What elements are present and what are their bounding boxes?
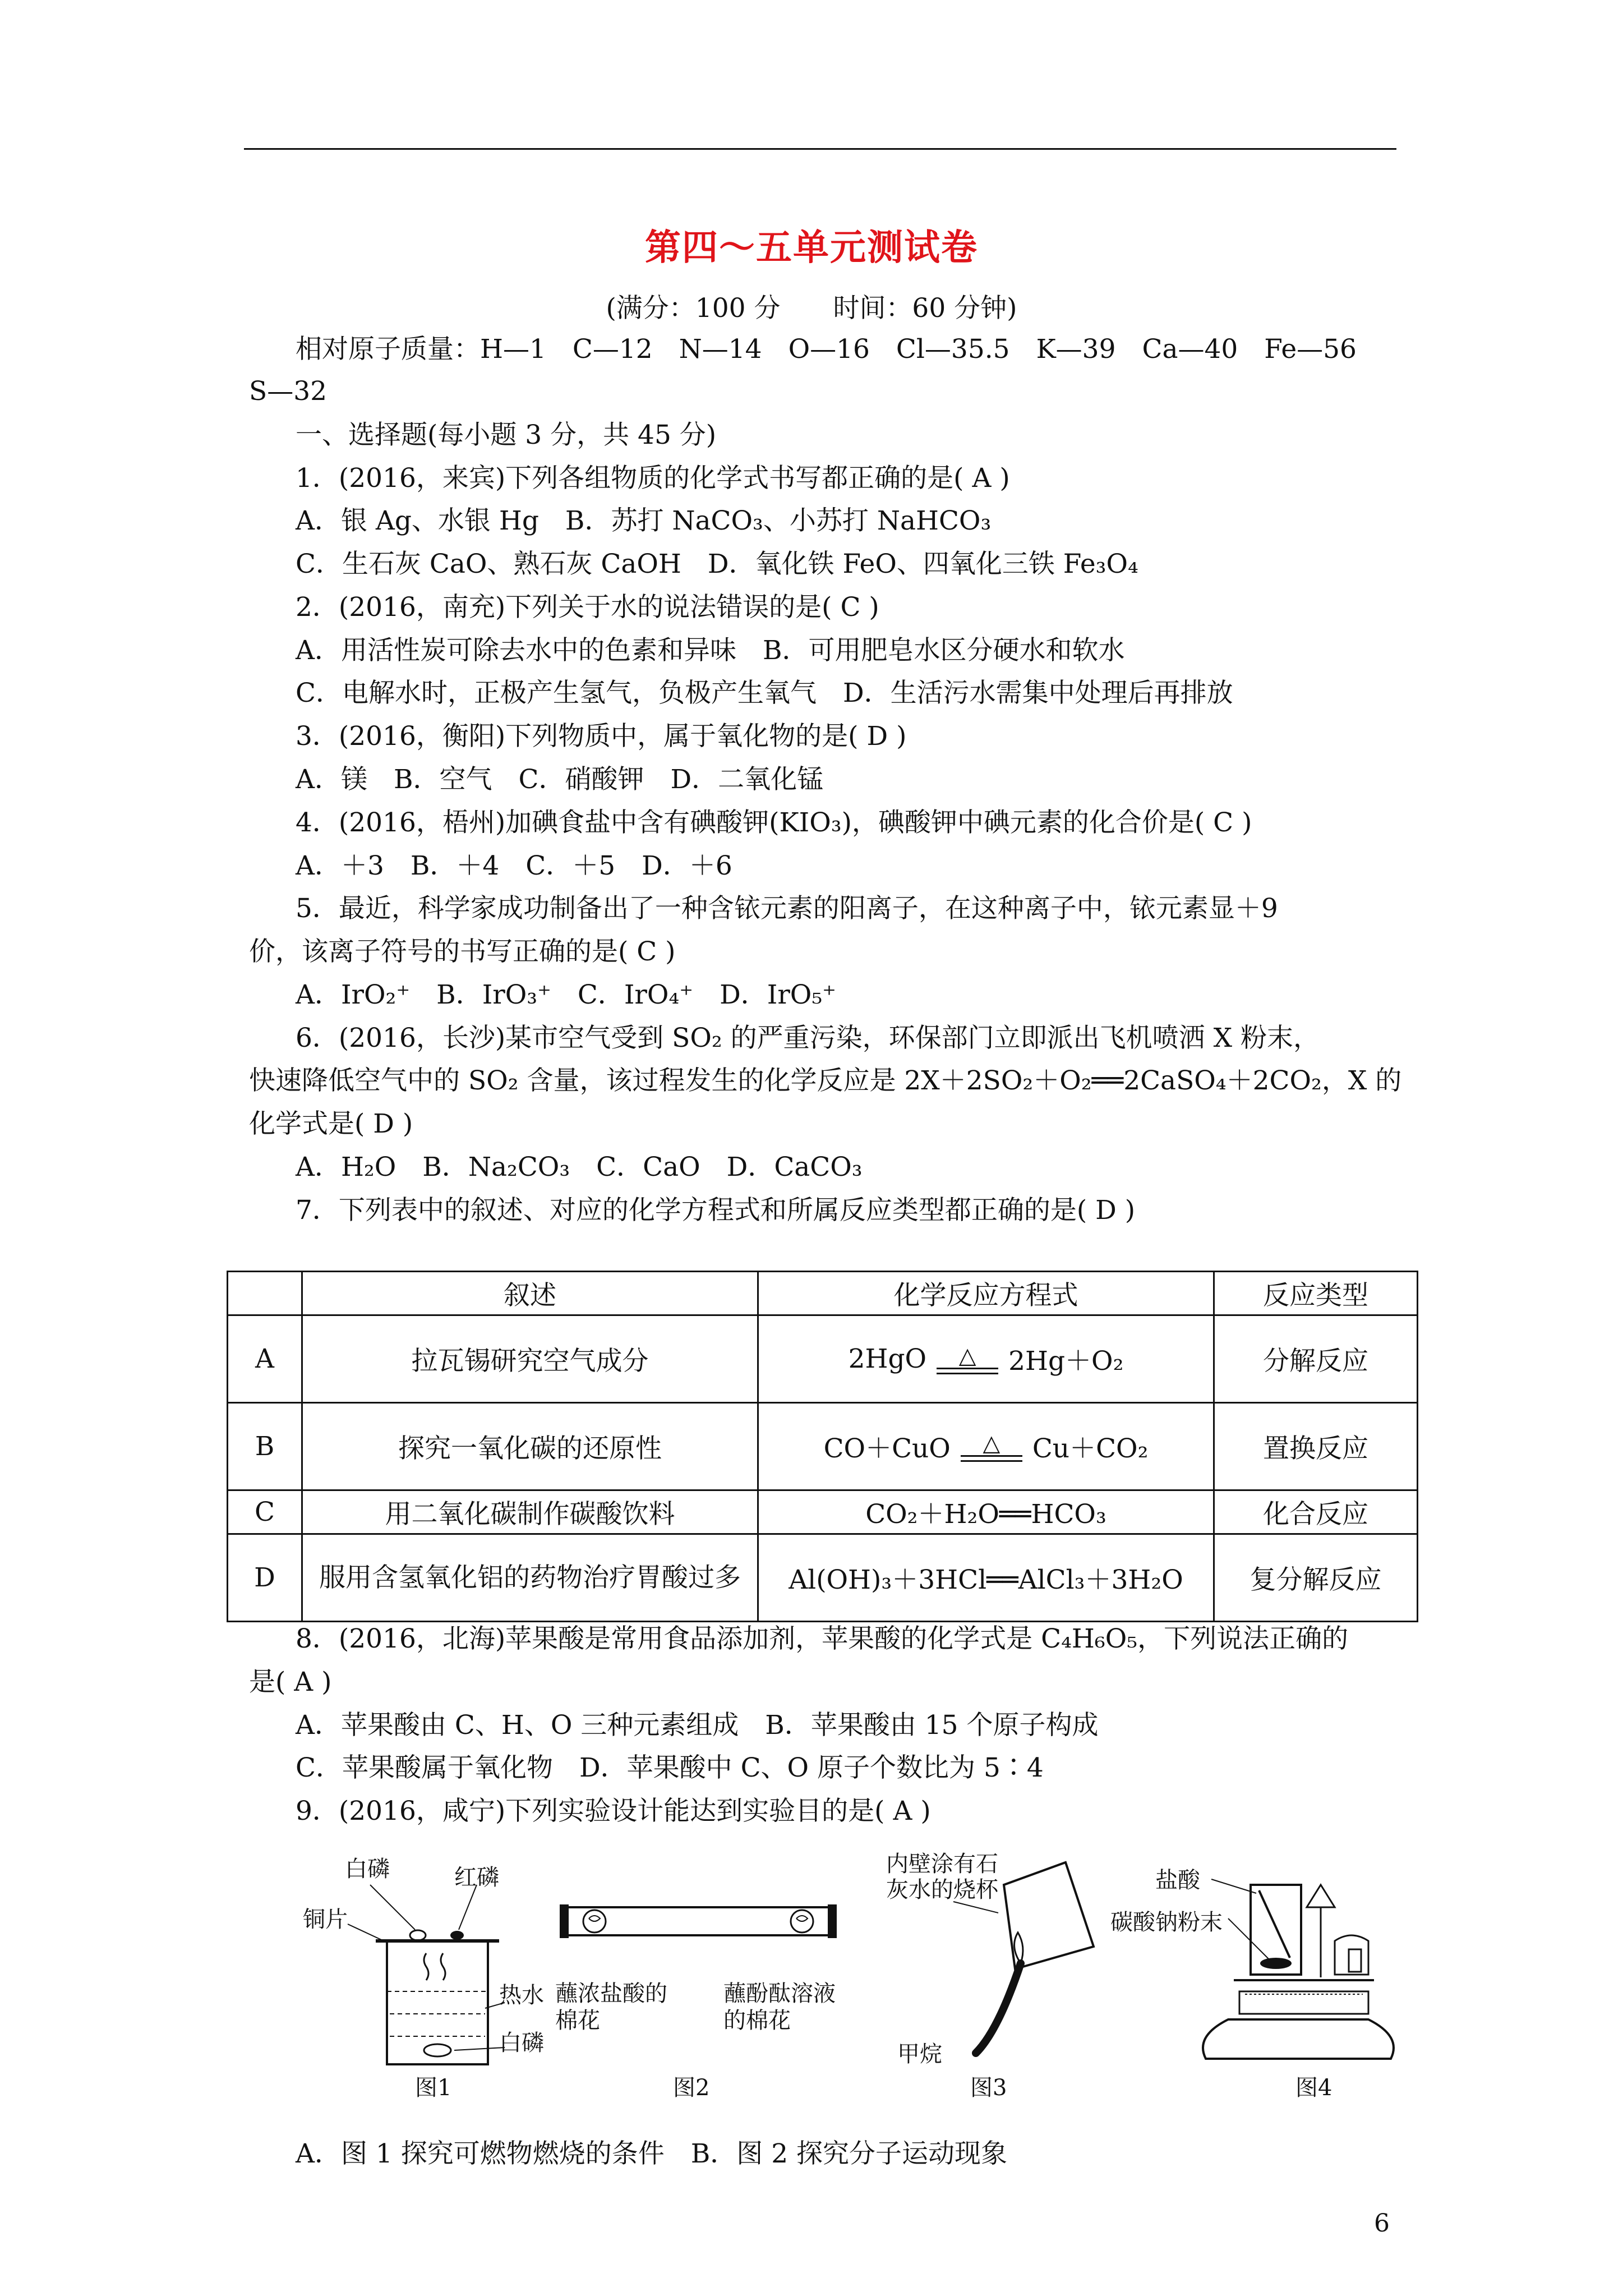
option-line: A．IrO₂⁺ B．IrO₃⁺ C．IrO₄⁺ D．IrO₅⁺ [296,979,836,1010]
figure-2-drawing [555,1851,847,2098]
row-key: B [228,1403,302,1490]
figure-1 [292,1851,555,2101]
question-8: 8．(2016，北海)苹果酸是常用食品添加剂，苹果酸的化学式是 C₄H₆O₅，下列说法正确的 [296,1623,1349,1654]
table-row [228,1403,1418,1490]
table-header-row [228,1272,1418,1315]
row-equation: Al(OH)₃＋3HCl══AlCl₃＋3H₂O [758,1534,1214,1622]
question-6: 6．(2016，长沙)某市空气受到 SO₂ 的严重污染，环保部门立即派出飞机喷洒 X 粉末， [296,1023,1320,1053]
figure-3 [875,1851,1110,2101]
table-header [228,1272,302,1315]
option-line: A．苹果酸由 C、H、O 三种元素组成 B．苹果酸由 15 个原子构成 [296,1710,1099,1741]
eq-right: Cu＋CO₂ [1032,1433,1149,1464]
figure-4 [1110,1851,1436,2101]
fig-label: 白磷 [345,1856,390,1882]
table-row [228,1534,1418,1622]
eq-left: 2HgO [848,1343,927,1374]
table-header: 反应类型 [1214,1272,1418,1315]
text-line: 快速降低空气中的 SO₂ 含量，该过程发生的化学反应是 2X＋2SO₂＋O₂══2CaSO₄＋2CO₂，X 的 [249,1065,1402,1096]
table-header: 叙述 [302,1272,758,1315]
exam-meta: (满分：100 分 时间：60 分钟) [606,293,1017,324]
heat-arrow [961,1432,1022,1462]
row-type: 化合反应 [1214,1490,1418,1534]
row-type: 分解反应 [1214,1315,1418,1403]
figure-2 [555,1851,847,2101]
text-line: 价，该离子符号的书写正确的是( C ) [249,936,676,967]
fig-label: 蘸酚酞溶液的棉花 [723,1981,836,2033]
question-1: 1．(2016，来宾)下列各组物质的化学式书写都正确的是( A ) [296,463,1010,494]
option-line: A．镁 B．空气 C．硝酸钾 D．二氧化锰 [296,764,824,795]
heat-arrow [937,1344,998,1374]
option-line: A．H₂O B．Na₂CO₃ C．CaO D．CaCO₃ [296,1152,863,1182]
question-2: 2．(2016，南充)下列关于水的说法错误的是( C ) [296,592,879,623]
option-line: C．生石灰 CaO、熟石灰 CaOH D．氧化铁 FeO、四氧化三铁 Fe₃O₄ [296,549,1138,579]
text-line: 是( A ) [249,1667,332,1697]
row-desc: 探究一氧化碳的还原性 [302,1403,758,1490]
table-header: 化学反应方程式 [758,1272,1214,1315]
reaction-table [227,1271,1418,1622]
section-heading: 一、选择题(每小题 3 分，共 45 分) [296,420,717,450]
option-line: C．电解水时，正极产生氢气，负极产生氧气 D．生活污水需集中处理后再排放 [296,678,1233,708]
fig-label: 内壁涂有石灰水的烧杯 [886,1851,998,1903]
fig-label: 白磷 [499,2030,544,2056]
row-desc: 拉瓦锡研究空气成分 [302,1315,758,1403]
row-equation [758,1403,1214,1490]
eq-right: 2Hg＋O₂ [1008,1346,1124,1377]
row-key: D [228,1534,302,1622]
figure-1-drawing [292,1851,555,2098]
text-line: 相对原子质量：H—1 C—12 N—14 O—16 Cl—35.5 K—39 Ca—40 Fe—56 [296,334,1357,365]
question-3: 3．(2016，衡阳)下列物质中，属于氧化物的是( D ) [296,721,907,752]
fig-label: 蘸浓盐酸的棉花 [555,1981,667,2033]
question-9: 9．(2016，咸宁)下列实验设计能达到实验目的是( A ) [296,1796,931,1826]
fig-caption: 图3 [970,2075,1007,2101]
fig-label: 盐酸 [1155,1867,1200,1893]
row-equation: CO₂＋H₂O══HCO₃ [758,1490,1214,1534]
heat-symbol: △ [958,1342,976,1369]
table-row [228,1490,1418,1534]
fig-caption: 图1 [415,2075,452,2101]
row-desc: 服用含氢氧化铝的药物治疗胃酸过多 [302,1534,758,1622]
eq-left: CO＋CuO [823,1433,951,1464]
row-equation [758,1315,1214,1403]
fig-label: 热水 [499,1982,544,2008]
text-line: S—32 [249,376,328,407]
row-key: C [228,1490,302,1534]
fig-label: 红磷 [454,1865,499,1890]
fig-label: 铜片 [303,1907,348,1932]
row-desc: 用二氧化碳制作碳酸饮料 [302,1490,758,1534]
option-line: A．＋3 B．＋4 C．＋5 D．＋6 [296,850,732,881]
fig-label: 甲烷 [897,2041,942,2067]
row-key: A [228,1315,302,1403]
heat-symbol: △ [983,1430,1000,1456]
table-row [228,1315,1418,1403]
option-line: A．银 Ag、水银 Hg B．苏打 NaCO₃、小苏打 NaHCO₃ [296,505,992,536]
page-number: 6 [1374,2209,1390,2238]
question-5: 5．最近，科学家成功制备出了一种含铱元素的阳离子，在这种离子中，铱元素显＋9 [296,893,1278,924]
option-line: A．图 1 探究可燃物燃烧的条件 B．图 2 探究分子运动现象 [296,2138,1008,2169]
row-type: 置换反应 [1214,1403,1418,1490]
fig-caption: 图4 [1295,2075,1332,2101]
fig-caption: 图2 [673,2075,710,2101]
fig-label: 碳酸钠粉末 [1110,1910,1223,1935]
option-line: C．苹果酸属于氧化物 D．苹果酸中 C、O 原子个数比为 5∶4 [296,1752,1044,1783]
row-type: 复分解反应 [1214,1534,1418,1622]
top-rule [244,148,1396,150]
text-line: 化学式是( D ) [249,1108,413,1139]
question-4: 4．(2016，梧州)加碘食盐中含有碘酸钾(KIO₃)，碘酸钾中碘元素的化合价是( C ) [296,807,1252,838]
question-7: 7．下列表中的叙述、对应的化学方程式和所属反应类型都正确的是( D ) [296,1195,1136,1226]
option-line: A．用活性炭可除去水中的色素和异味 B．可用肥皂水区分硬水和软水 [296,635,1125,666]
page-title: 第四～五单元测试卷 [645,227,978,269]
